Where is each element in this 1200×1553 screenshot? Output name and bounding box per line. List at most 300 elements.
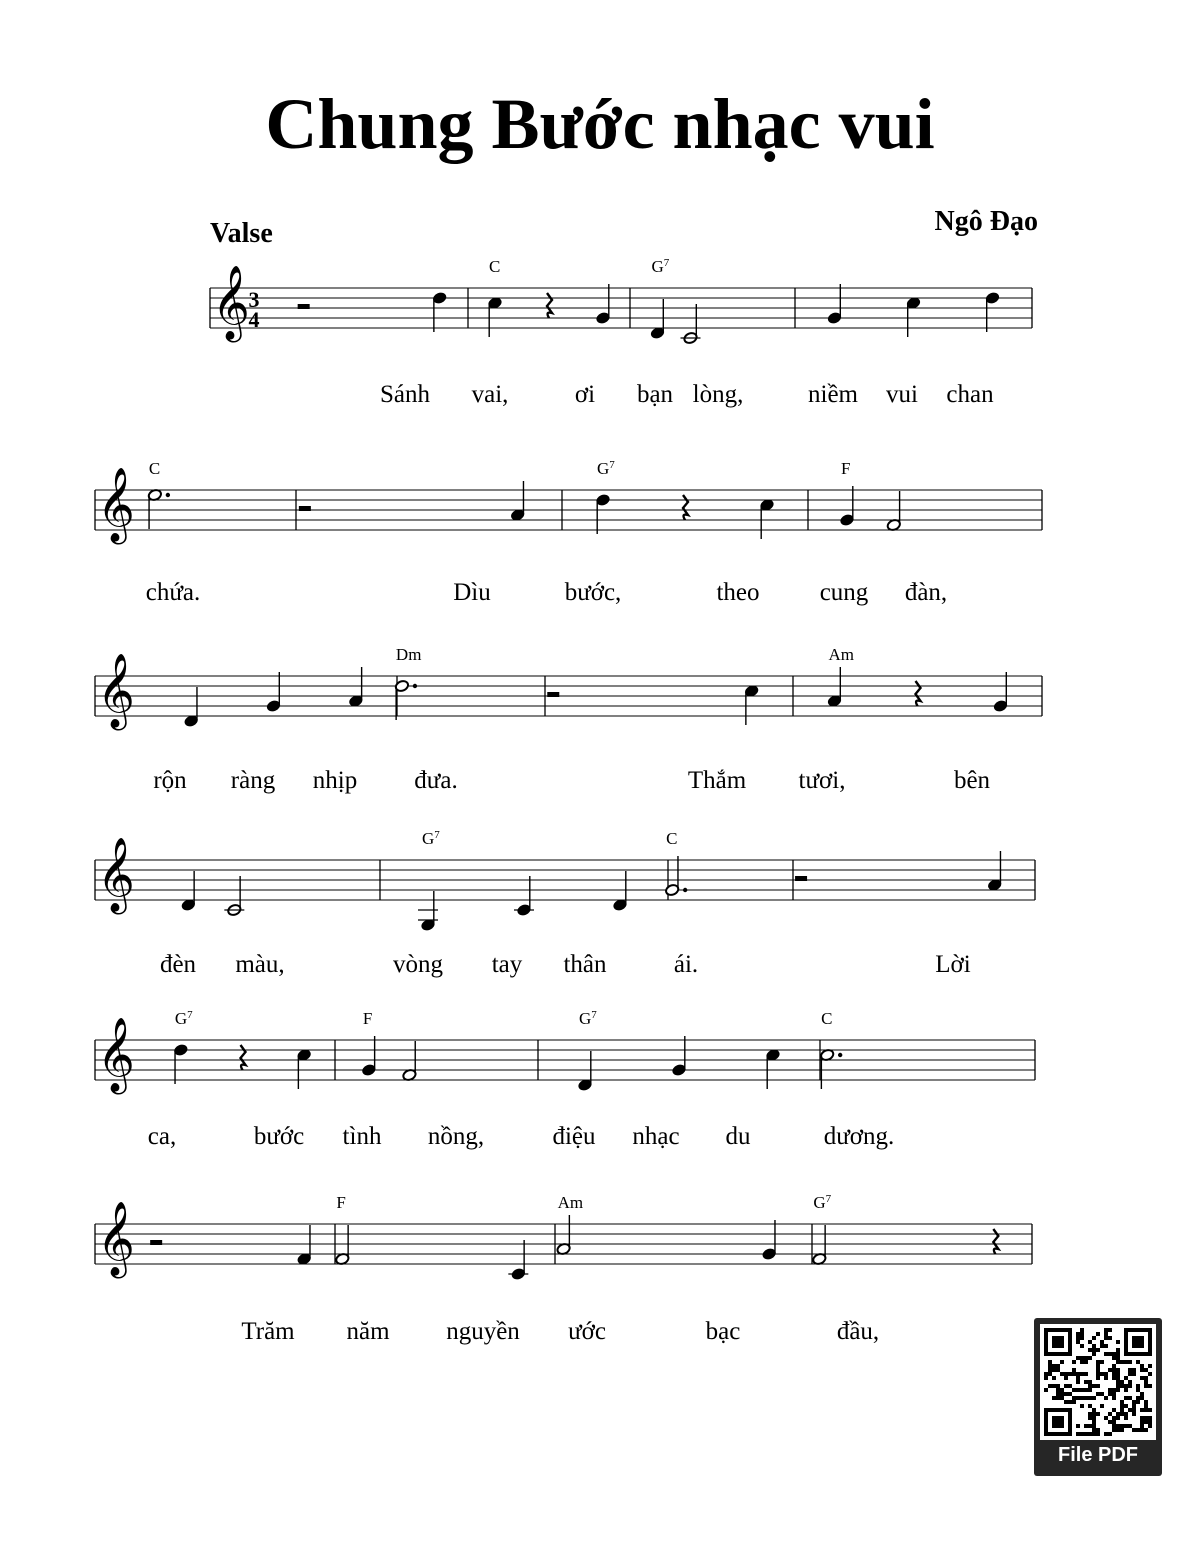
lyric-syllable: bước,: [564, 579, 622, 606]
qr-module: [1052, 1384, 1056, 1388]
lyric-syllable: ái.: [673, 951, 699, 978]
qr-label: File PDF: [1057, 1444, 1138, 1466]
qr-finder: [1044, 1352, 1072, 1356]
lyric-syllable: chứa.: [145, 579, 201, 606]
qr-module: [1108, 1392, 1112, 1396]
qr-module: [1064, 1392, 1068, 1396]
qr-module: [1100, 1392, 1104, 1396]
qr-module: [1148, 1408, 1152, 1412]
qr-module: [1100, 1372, 1104, 1376]
qr-module: [1140, 1424, 1144, 1428]
qr-module: [1048, 1368, 1052, 1372]
qr-module: [1128, 1408, 1132, 1412]
qr-module: [1092, 1432, 1096, 1436]
lyric-syllable: màu,: [235, 951, 285, 978]
qr-module: [1088, 1388, 1092, 1392]
lyric-syllable: ước: [568, 1318, 606, 1345]
qr-module: [1060, 1372, 1064, 1376]
lyric-syllable: bạc: [705, 1318, 741, 1345]
qr-module: [1092, 1352, 1096, 1356]
qr-module: [1140, 1408, 1144, 1412]
qr-finder: [1124, 1328, 1128, 1356]
qr-module: [1140, 1368, 1144, 1372]
qr-finder: [1052, 1416, 1064, 1428]
qr-module: [1088, 1356, 1092, 1360]
qr-module: [1120, 1380, 1124, 1384]
qr-module: [1088, 1396, 1092, 1400]
augmentation-dot: [166, 493, 170, 497]
qr-module: [1080, 1360, 1084, 1364]
qr-finder: [1044, 1408, 1048, 1436]
qr-module: [1080, 1372, 1084, 1376]
qr-module: [1132, 1404, 1136, 1408]
qr-module: [1120, 1412, 1124, 1416]
qr-module: [1088, 1424, 1092, 1428]
qr-module: [1080, 1356, 1084, 1360]
qr-module: [1116, 1388, 1120, 1392]
qr-module: [1092, 1428, 1096, 1432]
qr-module: [1088, 1384, 1092, 1388]
augmentation-dot: [683, 888, 687, 892]
qr-module: [1052, 1396, 1056, 1400]
qr-module: [1088, 1380, 1092, 1384]
qr-module: [1120, 1404, 1124, 1408]
qr-module: [1048, 1384, 1052, 1388]
qr-module: [1096, 1360, 1100, 1364]
chord-symbol: $G^7$: [651, 257, 670, 276]
qr-module: [1096, 1392, 1100, 1396]
lyric-syllable: ơi: [574, 381, 596, 408]
qr-module: [1108, 1432, 1112, 1436]
qr-module: [1056, 1392, 1060, 1396]
lyric-syllable: điệu: [552, 1123, 596, 1150]
chord-extension: 7: [825, 1193, 832, 1205]
qr-module: [1048, 1360, 1052, 1364]
qr-module: [1088, 1340, 1092, 1344]
qr-module: [1076, 1388, 1080, 1392]
qr-module: [1096, 1376, 1100, 1380]
qr-finder: [1068, 1328, 1072, 1356]
lyric-syllable: du: [725, 1123, 751, 1150]
qr-module: [1116, 1416, 1120, 1420]
qr-module: [1112, 1392, 1116, 1396]
lyric-syllable: niềm: [808, 381, 858, 408]
qr-module: [1068, 1372, 1072, 1376]
chord-symbol: Am: [828, 645, 854, 664]
qr-module: [1120, 1408, 1124, 1412]
lyric-syllable: nhạc: [632, 1123, 680, 1150]
qr-module: [1116, 1340, 1120, 1344]
qr-module: [1084, 1432, 1088, 1436]
qr-module: [1044, 1376, 1048, 1380]
qr-module: [1140, 1396, 1144, 1400]
chord-symbol: F: [841, 459, 851, 478]
qr-download-badge[interactable]: [1034, 1318, 1162, 1476]
qr-module: [1064, 1384, 1068, 1388]
qr-finder: [1132, 1336, 1144, 1348]
qr-finder: [1044, 1328, 1072, 1332]
qr-module: [1088, 1412, 1092, 1416]
qr-module: [1060, 1392, 1064, 1396]
qr-finder: [1124, 1352, 1152, 1356]
qr-module: [1092, 1408, 1096, 1412]
qr-module: [1132, 1428, 1136, 1432]
qr-module: [1120, 1360, 1124, 1364]
augmentation-dot: [838, 1053, 842, 1057]
lyric-syllable: dương.: [823, 1123, 895, 1150]
qr-module: [1104, 1352, 1108, 1356]
qr-module: [1124, 1424, 1128, 1428]
treble-clef-icon: 𝄞: [97, 1203, 135, 1274]
qr-module: [1076, 1356, 1080, 1360]
lyric-syllable: đưa.: [414, 767, 458, 794]
treble-clef-icon: 𝄞: [97, 1019, 135, 1090]
qr-module: [1140, 1420, 1144, 1424]
qr-module: [1076, 1396, 1080, 1400]
qr-module: [1112, 1416, 1116, 1420]
qr-module: [1088, 1404, 1092, 1408]
qr-module: [1128, 1360, 1132, 1364]
qr-module: [1140, 1416, 1144, 1420]
qr-module: [1104, 1376, 1108, 1380]
half-rest: [795, 876, 807, 881]
qr-module: [1072, 1396, 1076, 1400]
treble-clef-icon: 𝄞: [97, 655, 135, 726]
qr-module: [1112, 1368, 1116, 1372]
qr-module: [1076, 1372, 1080, 1376]
qr-module: [1148, 1416, 1152, 1420]
qr-module: [1096, 1432, 1100, 1436]
lyric-syllable: lòng,: [692, 381, 744, 408]
qr-module: [1080, 1404, 1084, 1408]
qr-module: [1100, 1340, 1104, 1344]
qr-module: [1096, 1348, 1100, 1352]
chord-symbol: $G^7$: [813, 1193, 832, 1212]
lyric-syllable: tay: [491, 951, 523, 978]
lyric-syllable: cung: [819, 579, 869, 606]
qr-module: [1128, 1380, 1132, 1384]
chord-symbol: Dm: [395, 645, 422, 664]
lyric-syllable: chan: [946, 381, 994, 408]
qr-module: [1108, 1388, 1112, 1392]
qr-module: [1072, 1360, 1076, 1364]
qr-module: [1148, 1364, 1152, 1368]
qr-module: [1104, 1432, 1108, 1436]
lyric-syllable: vòng: [393, 951, 443, 978]
qr-module: [1128, 1384, 1132, 1388]
qr-module: [1076, 1332, 1080, 1336]
staff-system: [95, 645, 1042, 794]
qr-module: [1092, 1396, 1096, 1400]
qr-module: [1048, 1364, 1052, 1368]
qr-module: [1068, 1384, 1072, 1388]
qr-module: [1072, 1372, 1076, 1376]
chord-extension: 7: [591, 1009, 597, 1021]
qr-module: [1080, 1388, 1084, 1392]
qr-module: [1096, 1332, 1100, 1336]
qr-module: [1084, 1360, 1088, 1364]
staff-system: [210, 257, 1032, 408]
qr-module: [1096, 1372, 1100, 1376]
qr-module: [1100, 1360, 1104, 1364]
qr-module: [1112, 1372, 1116, 1376]
qr-module: [1116, 1368, 1120, 1372]
qr-module: [1108, 1336, 1112, 1340]
qr-module: [1088, 1416, 1092, 1420]
qr-module: [1140, 1392, 1144, 1396]
qr-module: [1072, 1400, 1076, 1404]
qr-module: [1116, 1372, 1120, 1376]
qr-module: [1136, 1384, 1140, 1388]
qr-module: [1096, 1368, 1100, 1372]
qr-module: [1044, 1372, 1048, 1376]
lyric-syllable: đầu,: [836, 1318, 880, 1345]
qr-module: [1096, 1412, 1100, 1416]
qr-module: [1132, 1400, 1136, 1404]
qr-module: [1136, 1400, 1140, 1404]
half-rest: [298, 304, 310, 309]
lyric-syllable: bên: [953, 767, 991, 794]
qr-module: [1120, 1400, 1124, 1404]
qr-module: [1092, 1344, 1096, 1348]
lyric-syllable: Trăm: [241, 1318, 295, 1345]
qr-module: [1128, 1424, 1132, 1428]
qr-module: [1132, 1368, 1136, 1372]
qr-module: [1092, 1348, 1096, 1352]
qr-module: [1104, 1372, 1108, 1376]
qr-module: [1092, 1416, 1096, 1420]
time-signature-numerator: 3: [248, 287, 260, 312]
chord-symbol: $G^7$: [597, 459, 615, 478]
qr-module: [1116, 1348, 1120, 1352]
qr-module: [1144, 1404, 1148, 1408]
qr-module: [1080, 1328, 1084, 1332]
qr-module: [1136, 1428, 1140, 1432]
qr-module: [1120, 1424, 1124, 1428]
qr-module: [1124, 1416, 1128, 1420]
qr-module: [1144, 1384, 1148, 1388]
qr-module: [1084, 1396, 1088, 1400]
chord-extension: 7: [434, 829, 440, 841]
qr-module: [1124, 1388, 1128, 1392]
qr-module: [1104, 1416, 1108, 1420]
qr-module: [1104, 1344, 1108, 1348]
qr-module: [1084, 1372, 1088, 1376]
qr-module: [1104, 1332, 1108, 1336]
qr-module: [1112, 1352, 1116, 1356]
qr-module: [1084, 1356, 1088, 1360]
qr-module: [1112, 1364, 1116, 1368]
qr-module: [1092, 1420, 1096, 1424]
qr-module: [1144, 1416, 1148, 1420]
quarter-rest: [993, 1229, 998, 1254]
staff-system: [95, 1009, 1035, 1150]
qr-module: [1148, 1424, 1152, 1428]
qr-module: [1064, 1400, 1068, 1404]
lyric-syllable: Dìu: [453, 579, 491, 606]
qr-module: [1124, 1412, 1128, 1416]
qr-module: [1112, 1376, 1116, 1380]
lyric-syllable: vui: [886, 381, 918, 408]
qr-module: [1128, 1372, 1132, 1376]
lyric-syllable: Sánh: [380, 381, 430, 408]
qr-module: [1068, 1400, 1072, 1404]
qr-code-icon: [1040, 1324, 1156, 1440]
augmentation-dot: [413, 684, 417, 688]
tempo-marking: Valse: [210, 218, 273, 249]
qr-module: [1076, 1380, 1080, 1384]
qr-module: [1056, 1384, 1060, 1388]
qr-finder: [1068, 1408, 1072, 1436]
qr-module: [1088, 1348, 1092, 1352]
qr-module: [1056, 1396, 1060, 1400]
qr-module: [1100, 1404, 1104, 1408]
qr-module: [1048, 1372, 1052, 1376]
treble-clef-icon: 𝄞: [212, 267, 250, 338]
qr-module: [1096, 1428, 1100, 1432]
qr-module: [1144, 1368, 1148, 1372]
qr-module: [1076, 1340, 1080, 1344]
time-signature-denominator: 4: [248, 307, 260, 332]
qr-module: [1112, 1408, 1116, 1412]
qr-module: [1052, 1364, 1056, 1368]
qr-module: [1060, 1360, 1064, 1364]
qr-module: [1084, 1388, 1088, 1392]
qr-module: [1116, 1424, 1120, 1428]
treble-clef-icon: 𝄞: [97, 839, 135, 910]
chord-extension: 7: [663, 257, 670, 269]
qr-module: [1084, 1424, 1088, 1428]
qr-module: [1080, 1332, 1084, 1336]
qr-module: [1108, 1368, 1112, 1372]
qr-module: [1072, 1368, 1076, 1372]
lyric-syllable: ca,: [147, 1123, 177, 1150]
staff-system: [95, 829, 1035, 978]
qr-finder: [1044, 1408, 1072, 1412]
qr-module: [1124, 1404, 1128, 1408]
qr-finder: [1044, 1432, 1072, 1436]
lyric-syllable: rộn: [153, 767, 187, 794]
lyric-syllable: vai,: [471, 381, 509, 408]
qr-module: [1088, 1432, 1092, 1436]
qr-module: [1056, 1364, 1060, 1368]
qr-module: [1148, 1420, 1152, 1424]
qr-module: [1096, 1364, 1100, 1368]
qr-module: [1056, 1388, 1060, 1392]
qr-module: [1112, 1420, 1116, 1424]
half-rest: [299, 506, 311, 511]
lyric-syllable: tươi,: [798, 767, 846, 794]
lyric-syllable: Lời: [935, 951, 971, 978]
half-rest: [150, 1240, 162, 1245]
lyric-syllable: nhịp: [312, 767, 358, 794]
lyric-syllable: Thắm: [687, 767, 747, 794]
qr-module: [1080, 1336, 1084, 1340]
qr-module: [1080, 1396, 1084, 1400]
treble-clef-icon: 𝄞: [97, 469, 135, 540]
qr-module: [1132, 1408, 1136, 1412]
qr-finder: [1044, 1328, 1048, 1356]
qr-finder: [1052, 1336, 1064, 1348]
qr-module: [1116, 1428, 1120, 1432]
qr-module: [1076, 1376, 1080, 1380]
lyric-syllable: bạn: [636, 381, 674, 408]
quarter-rest: [241, 1045, 246, 1070]
qr-module: [1064, 1376, 1068, 1380]
qr-module: [1124, 1396, 1128, 1400]
qr-module: [1044, 1388, 1048, 1392]
qr-module: [1136, 1388, 1140, 1392]
qr-module: [1140, 1376, 1144, 1380]
lyric-syllable: đàn,: [904, 579, 948, 606]
qr-module: [1144, 1420, 1148, 1424]
qr-module: [1080, 1432, 1084, 1436]
qr-module: [1108, 1412, 1112, 1416]
quarter-rest: [547, 293, 552, 318]
quarter-rest: [683, 495, 688, 520]
qr-module: [1140, 1364, 1144, 1368]
qr-module: [1128, 1396, 1132, 1400]
lyric-syllable: nguyền: [446, 1318, 520, 1345]
qr-module: [1144, 1400, 1148, 1404]
qr-module: [1116, 1380, 1120, 1384]
qr-module: [1104, 1336, 1108, 1340]
qr-module: [1112, 1396, 1116, 1400]
chord-symbol: $G^7$: [579, 1009, 597, 1028]
qr-module: [1144, 1428, 1148, 1432]
qr-module: [1144, 1408, 1148, 1412]
qr-module: [1060, 1388, 1064, 1392]
chord-symbol: C: [821, 1009, 833, 1028]
chord-symbol: $G^7$: [422, 829, 440, 848]
qr-module: [1076, 1432, 1080, 1436]
chord-extension: 7: [609, 459, 615, 471]
chord-symbol: C: [148, 459, 161, 478]
qr-module: [1112, 1428, 1116, 1432]
qr-module: [1092, 1384, 1096, 1388]
lyric-syllable: năm: [346, 1318, 390, 1345]
qr-finder: [1148, 1328, 1152, 1356]
qr-module: [1072, 1388, 1076, 1392]
qr-module: [1064, 1372, 1068, 1376]
qr-module: [1092, 1336, 1096, 1340]
qr-module: [1092, 1424, 1096, 1428]
staff-system: [95, 459, 1042, 606]
qr-module: [1116, 1376, 1120, 1380]
qr-module: [1124, 1384, 1128, 1388]
qr-module: [1108, 1352, 1112, 1356]
qr-finder: [1124, 1328, 1152, 1332]
qr-module: [1124, 1360, 1128, 1364]
qr-module: [1116, 1356, 1120, 1360]
qr-module: [1116, 1384, 1120, 1388]
qr-module: [1108, 1328, 1112, 1332]
chord-symbol: $G^7$: [174, 1009, 193, 1028]
qr-module: [1120, 1428, 1124, 1432]
qr-module: [1136, 1360, 1140, 1364]
qr-module: [1084, 1380, 1088, 1384]
qr-module: [1148, 1372, 1152, 1376]
qr-module: [1076, 1424, 1080, 1428]
qr-module: [1052, 1376, 1056, 1380]
chord-symbol: C: [666, 829, 678, 848]
chord-symbol: C: [489, 257, 501, 276]
qr-module: [1052, 1368, 1056, 1372]
qr-module: [1120, 1384, 1124, 1388]
qr-module: [1112, 1424, 1116, 1428]
qr-module: [1116, 1352, 1120, 1356]
qr-module: [1112, 1356, 1116, 1360]
